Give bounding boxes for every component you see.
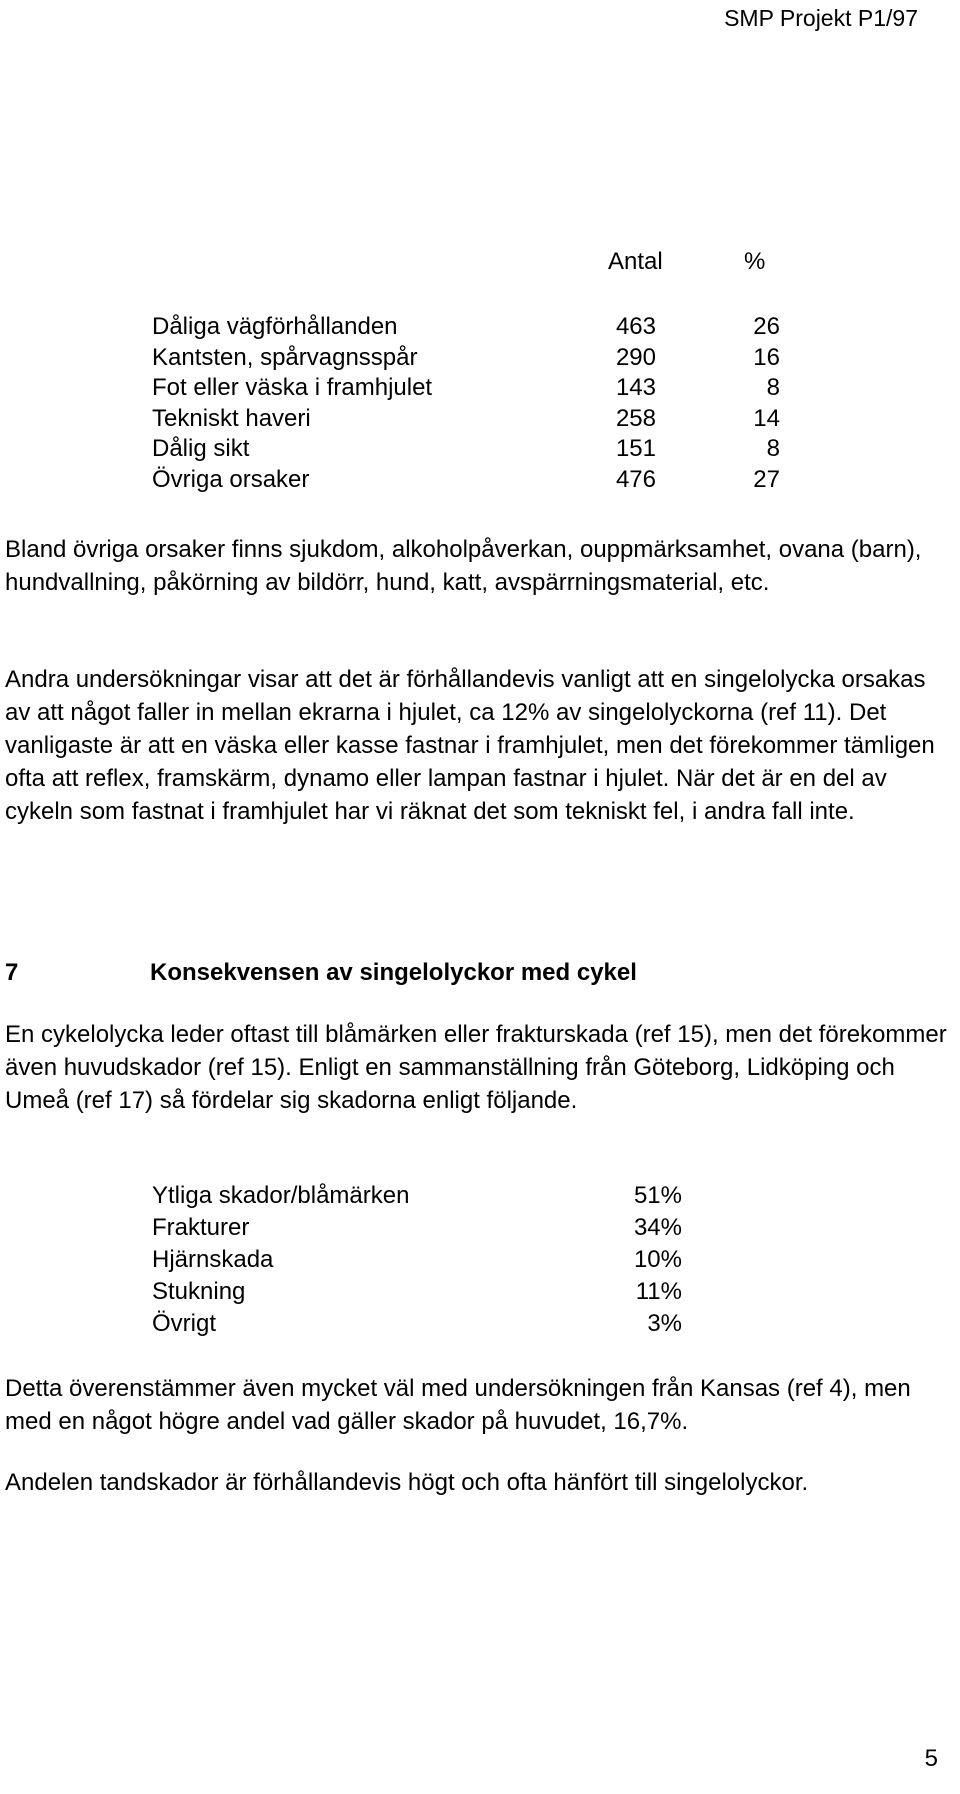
cause-label: Kantsten, spårvagnsspår (152, 343, 418, 371)
paragraph-consequences: En cykelolycka leder oftast till blåmärken eller frakturskada (ref 15), men det förekommer även huvudskador (ref 15). Enligt en sammanställning från Göteborg, Lidköping och Umeå (ref 17) så fördelar sig skadorna enligt följande. (5, 1021, 947, 1114)
table-row (152, 434, 802, 465)
table-row (152, 1180, 712, 1212)
cause-percent: 27 (753, 465, 780, 493)
cause-percent: 8 (766, 374, 780, 401)
cause-count: 151 (615, 435, 656, 462)
injury-label: Frakturer (152, 1214, 250, 1241)
paragraph-other-causes: Bland övriga orsaker finns sjukdom, alkoholpåverkan, ouppmärksamhet, ovana (barn), hundvallning, påkörning av bildörr, hund, katt, avspärrningsmaterial, etc. (5, 536, 922, 596)
injury-percent: 3% (647, 1310, 682, 1337)
paragraph-kansas: Detta överenstämmer även mycket väl med undersökningen från Kansas (ref 4), men med en något högre andel vad gäller skador på huvudet, 16,7%. (5, 1375, 911, 1435)
page-number: 5 (924, 1745, 938, 1772)
injury-label: Övrigt (152, 1310, 217, 1337)
cause-label: Dålig sikt (152, 435, 250, 462)
cause-percent: 26 (753, 313, 780, 340)
injury-percent: 11% (635, 1278, 682, 1305)
table-row (152, 404, 802, 435)
cause-label: Övriga orsaker (152, 465, 310, 493)
table-row (152, 465, 802, 496)
column-header-count: Antal (608, 248, 663, 275)
cause-percent: 16 (753, 343, 780, 371)
cause-label: Tekniskt haveri (152, 404, 311, 432)
table-row (152, 373, 802, 404)
table-row (152, 343, 802, 374)
injury-distribution-table (152, 1180, 712, 1340)
section-number: 7 (5, 959, 19, 986)
cause-count: 143 (615, 374, 656, 401)
injury-label: Ytliga skador/blåmärken (152, 1182, 410, 1209)
cause-count: 463 (615, 313, 656, 340)
injury-label: Hjärnskada (152, 1246, 274, 1273)
cause-count: 476 (615, 465, 656, 493)
injury-percent: 34% (633, 1214, 682, 1241)
table-header (152, 244, 802, 280)
accident-causes-table (152, 244, 802, 495)
section-title: Konsekvensen av singelolyckor med cykel (150, 959, 637, 986)
table-row (152, 1308, 712, 1340)
injury-label: Stukning (152, 1278, 246, 1305)
section-heading (5, 956, 637, 989)
paragraph-dental: Andelen tandskador är förhållandevis högt och ofta hänfört till singelolyckor. (5, 1469, 809, 1496)
table-row (152, 1276, 712, 1308)
cause-percent: 8 (766, 435, 780, 462)
cause-count: 290 (615, 343, 656, 371)
injury-percent: 10% (633, 1246, 682, 1273)
table-row (152, 1212, 712, 1244)
injury-percent: 51% (633, 1182, 682, 1209)
cause-label: Fot eller väska i framhjulet (152, 374, 433, 401)
cause-label: Dåliga vägförhållanden (152, 313, 398, 340)
paragraph-other-studies: Andra undersökningar visar att det är förhållandevis vanligt att en singelolycka orsakas av att något faller in mellan ekrarna i hjulet, ca 12% av singelolyckorna (ref 11). Det vanligaste är att en väska eller kasse fastnar i framhjulet, men det förekommer tämligen ofta att reflex, framskärm, dynamo eller lampan fastnar i hjulet. När det är en del av cykeln som fastnat i framhjulet har vi räknat det som tekniskt fel, i andra fall inte. (5, 666, 935, 825)
cause-percent: 14 (753, 404, 780, 432)
table-row (152, 312, 802, 343)
table-row (152, 1244, 712, 1276)
document-header-title: SMP Projekt P1/97 (724, 5, 918, 31)
cause-count: 258 (615, 404, 656, 432)
column-header-percent: % (744, 248, 766, 275)
